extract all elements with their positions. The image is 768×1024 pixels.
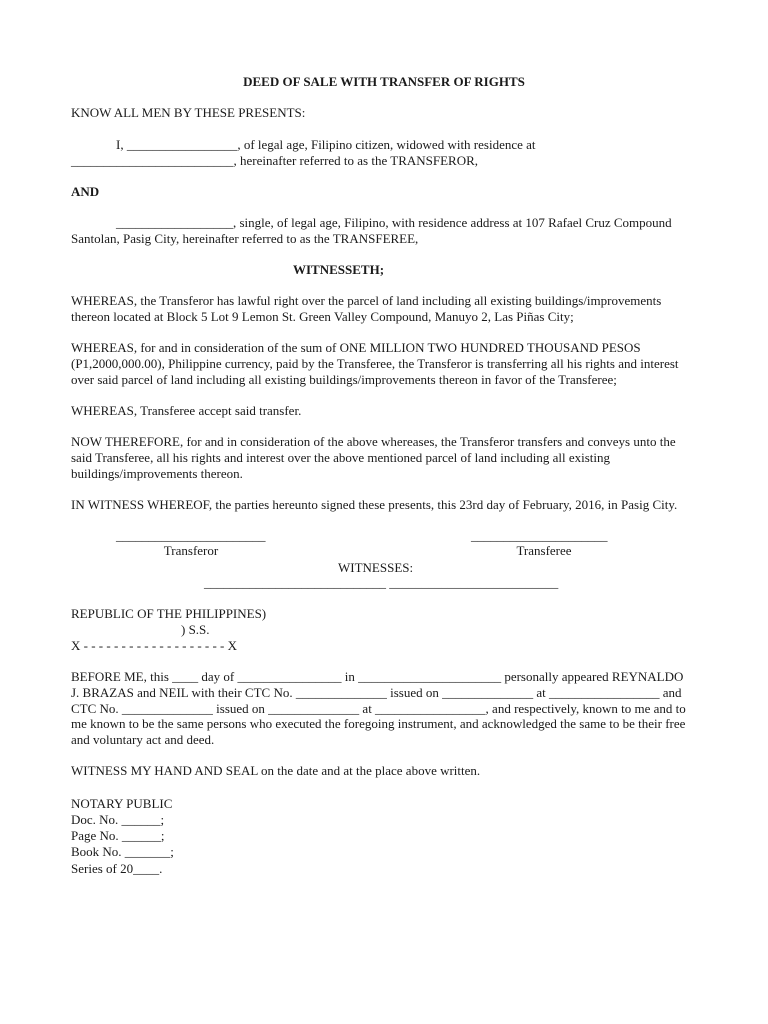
republic-line: REPUBLIC OF THE PHILIPPINES)	[71, 606, 267, 621]
document-title: DEED OF SALE WITH TRANSFER OF RIGHTS	[243, 74, 525, 89]
whereas-2-line-2: (P1,2000,000.00), Philippine currency, paid by the Transferee, the Transferor is transferring all his rights and interest	[71, 356, 679, 371]
witnesses-label: WITNESSES:	[338, 560, 414, 575]
transferee-signature-label: Transferee	[516, 543, 572, 558]
before-me-line-2: J. BRAZAS and NEIL with their CTC No. ______________ issued on ______________ at _________________ and	[71, 685, 682, 700]
before-me-line-4: me known to be the same persons who executed the foregoing instrument, and acknowledged the same to be their free	[71, 716, 686, 731]
witness-hand-and-seal: WITNESS MY HAND AND SEAL on the date and at the place above written.	[71, 763, 481, 778]
transferor-line-2: _________________________, hereinafter referred to as the TRANSFEROR,	[71, 153, 479, 168]
whereas-2-line-1: WHEREAS, for and in consideration of the sum of ONE MILLION TWO HUNDRED THOUSAND PESOS	[71, 340, 641, 355]
witnesseth-heading: WITNESSETH;	[293, 262, 385, 277]
series-line: Series of 20____.	[71, 861, 163, 876]
transferor-line-1: I, _________________, of legal age, Filipino citizen, widowed with residence at	[116, 137, 536, 152]
transferee-line-1: __________________, single, of legal age, Filipino, with residence address at 107 Rafael Cruz Compound	[116, 215, 672, 230]
whereas-2-line-3: over said parcel of land including all existing buildings/improvements thereon in favor of the Transferee;	[71, 372, 617, 387]
x-divider-line: X - - - - - - - - - - - - - - - - - - - X	[71, 638, 238, 653]
ss-line: ) S.S.	[181, 622, 210, 637]
witnesses-signature-lines: ____________________________ __________________________	[204, 575, 559, 590]
doc-no-line: Doc. No. ______;	[71, 812, 165, 827]
whereas-1-line-1: WHEREAS, the Transferor has lawful right over the parcel of land including all existing buildings/improvements	[71, 293, 662, 308]
now-therefore-line-3: buildings/improvements thereon.	[71, 466, 243, 481]
whereas-3: WHEREAS, Transferee accept said transfer.	[71, 403, 302, 418]
page-no-line: Page No. ______;	[71, 828, 165, 843]
transferee-signature-line: _____________________	[471, 528, 608, 543]
now-therefore-line-1: NOW THEREFORE, for and in consideration of the above whereases, the Transferor transfers and conveys unto the	[71, 434, 676, 449]
whereas-1-line-2: thereon located at Block 5 Lot 9 Lemon St. Green Valley Compound, Manuyo 2, Las Piñas City;	[71, 309, 574, 324]
before-me-line-5: and voluntary act and deed.	[71, 732, 215, 747]
transferor-signature-line: _______________________	[116, 528, 266, 543]
in-witness-whereof: IN WITNESS WHEREOF, the parties hereunto signed these presents, this 23rd day of February, 2016, in Pasig City.	[71, 497, 678, 512]
transferor-signature-label: Transferor	[163, 543, 219, 558]
transferee-line-2: Santolan, Pasig City, hereinafter referred to as the TRANSFEREE,	[71, 231, 419, 246]
intro-text: KNOW ALL MEN BY THESE PRESENTS:	[71, 105, 306, 120]
before-me-line-3: CTC No. ______________ issued on ______________ at _________________, and respectively, known to me and to	[71, 701, 686, 716]
now-therefore-line-2: said Transferee, all his rights and interest over the above mentioned parcel of land including all existing	[71, 450, 610, 465]
notary-public-label: NOTARY PUBLIC	[71, 796, 173, 811]
and-label: AND	[71, 184, 100, 199]
before-me-line-1: BEFORE ME, this ____ day of ________________ in ______________________ personally appeared REYNALDO	[71, 669, 684, 684]
book-no-line: Book No. _______;	[71, 844, 174, 859]
